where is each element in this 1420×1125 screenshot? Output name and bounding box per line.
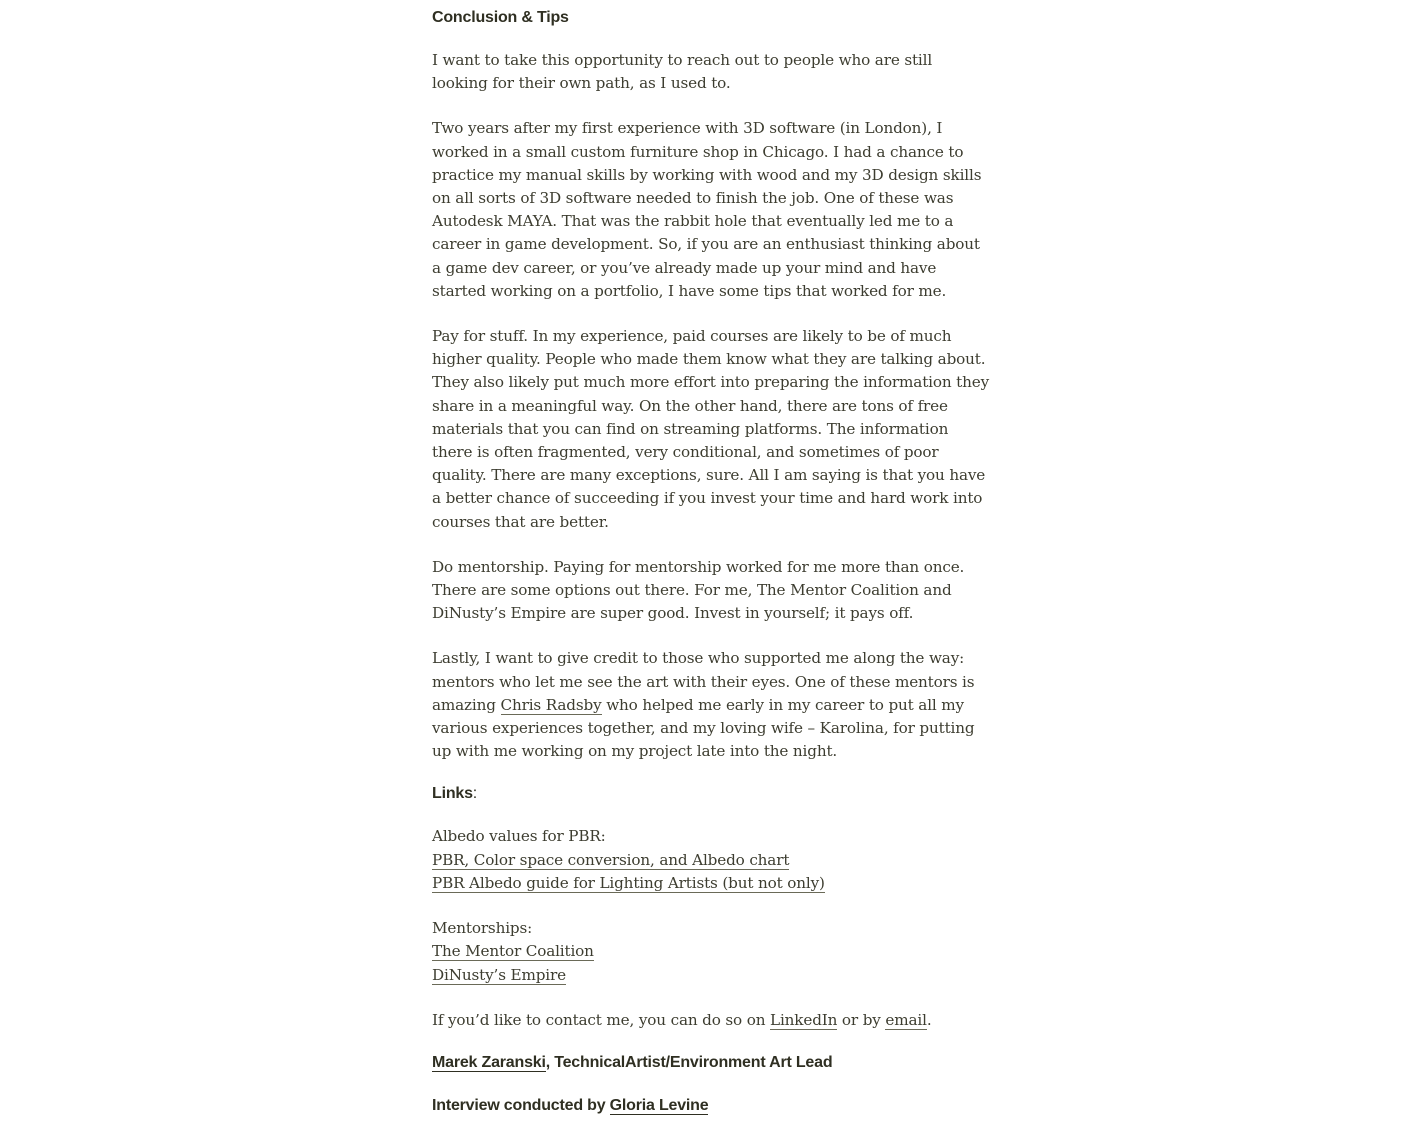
mentor-coalition-link[interactable]: The Mentor Coalition [432,942,594,961]
section-title: Conclusion & Tips [432,9,569,26]
albedo-guide-link[interactable]: PBR Albedo guide for Lighting Artists (but not only) [432,873,825,892]
paragraph-pay-for-stuff: Pay for stuff. In my experience, paid courses are likely to be of much higher quality. People who made them know what they are talking about. They also likely put much more effort into preparing the information they share in a meaningful way. On the other hand, there are tons of free materials that you can find on streaming platforms. The information there is often fragmented, very conditional, and sometimes of poor quality. There are many exceptions, sure. All I am saying is that you have a better chance of succeeding if you invest your time and hard work into courses that are better. [432,327,990,531]
article-body [432,6,992,1118]
contact-line [432,1009,992,1032]
paragraph-credits [432,647,992,763]
albedo-chart-link[interactable]: PBR, Color space conversion, and Albedo chart [432,850,790,869]
credits-text-before: Lastly, I want to give credit to those who supported me along the way: mentors who let me see the art with their eyes. One of these mentors is amazing [432,649,975,714]
paragraph-background: Two years after my first experience with 3D software (in London), I worked in a small custom furniture shop in Chicago. I had a chance to practice my manual skills by working with wood and my 3D design skills on all sorts of 3D software needed to finish the job. One of these was Autodesk MAYA. That was the rabbit hole that eventually led me to a career in game development. So, if you are an enthusiast thinking about a game dev career, or you’ve already made up your mind and have started working on a portfolio, I have some tips that worked for me. [432,119,982,300]
contact-text-before: If you’d like to contact me, you can do so on [432,1010,771,1029]
author-name-link[interactable]: Marek Zaranski [432,1053,546,1071]
mentorships-label: Mentorships: [432,919,533,938]
chris-radsby-link[interactable]: Chris Radsby [500,695,602,714]
paragraph-mentorship: Do mentorship. Paying for mentorship worked for me more than once. There are some options out there. For me, The Mentor Coalition and DiNusty’s Empire are super good. Invest in yourself; it pays off. [432,557,965,623]
interviewer-link[interactable]: Gloria Levine [609,1096,709,1114]
mentorship-link-row [432,940,992,963]
author-line [432,1051,992,1075]
contact-text-middle: or by [837,1010,886,1029]
email-link[interactable]: email [885,1010,927,1029]
albedo-link-row [432,872,992,895]
albedo-link-row [432,849,992,872]
links-heading [432,782,992,806]
paragraph-intro: I want to take this opportunity to reach out to people who are still looking for their own path, as I used to. [432,51,933,93]
author-role: , TechnicalArtist/Environment Art Lead [545,1053,833,1071]
dinusty-empire-link[interactable]: DiNusty’s Empire [432,965,566,984]
contact-text-after: . [926,1010,932,1029]
albedo-label: Albedo values for PBR: [432,827,606,846]
interview-credit [432,1094,992,1118]
interview-credit-prefix: Interview conducted by [432,1096,610,1114]
linkedin-link[interactable]: LinkedIn [770,1010,838,1029]
credits-text-after: who helped me early in my career to put all my various experiences together, and my loving wife – Karolina, for putting up with me working on my project late into the night. [432,695,975,761]
links-label: Links [432,785,473,803]
mentorship-link-row [432,964,992,987]
links-colon: : [472,785,478,803]
